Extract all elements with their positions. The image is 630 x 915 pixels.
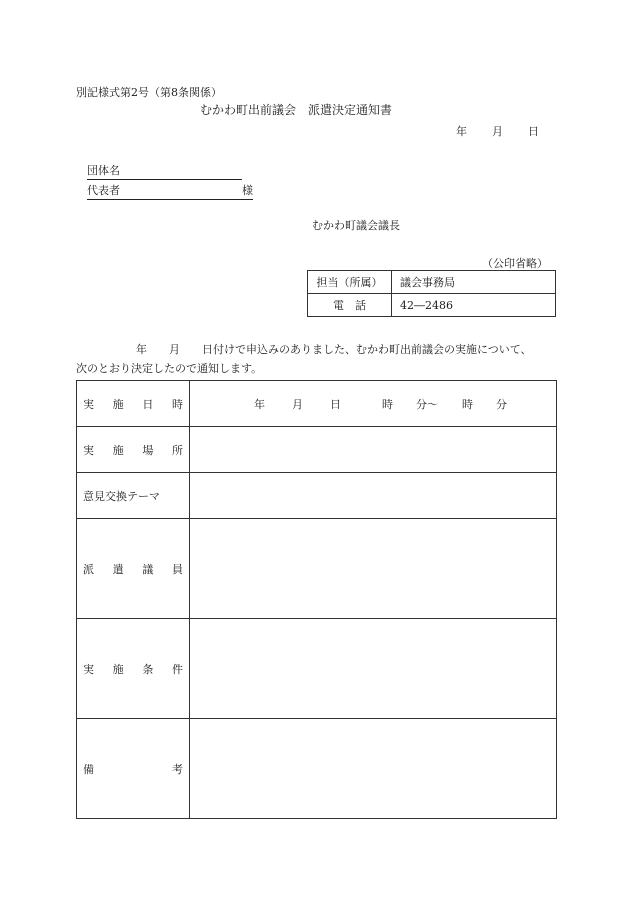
seal-omitted-note: （公印省略） <box>482 257 548 270</box>
sched-hour: 時 <box>382 397 393 411</box>
date-day: 日 <box>528 125 539 138</box>
contact-table <box>307 270 556 317</box>
label-char: 議 <box>142 562 154 576</box>
notice-line-2: 次のとおり決定したので通知します。 <box>76 362 263 375</box>
label-char: 施 <box>112 397 124 411</box>
sched-year: 年 <box>254 397 265 411</box>
row-remarks <box>77 719 557 819</box>
label-char: 時 <box>171 397 183 411</box>
issuer: むかわ町議会議長 <box>312 219 400 232</box>
label-char: 備 <box>83 762 94 776</box>
label-char: 考 <box>172 762 183 776</box>
label-conditions <box>77 619 190 719</box>
contact-value: 議会事務局 <box>392 271 556 294</box>
label-char: 所 <box>171 443 183 457</box>
organization-label: 団体名 <box>87 164 120 177</box>
venue-value <box>190 427 557 473</box>
label-char: 遣 <box>112 562 124 576</box>
date-month: 月 <box>492 125 503 138</box>
label-text: 意見交換テーマ <box>83 489 160 503</box>
form-reference: 別記様式第2号（第8条関係） <box>76 86 222 99</box>
conditions-value <box>190 619 557 719</box>
datetime-value <box>190 381 557 427</box>
label-char: 日 <box>142 397 154 411</box>
contact-label: 電 話 <box>308 294 392 317</box>
theme-value <box>190 473 557 519</box>
notice-body <box>76 340 532 378</box>
honorific: 様 <box>242 184 253 197</box>
label-char: 場 <box>142 443 154 457</box>
label-char: 施 <box>112 662 124 676</box>
row-venue <box>77 427 557 473</box>
label-char: 件 <box>171 662 183 676</box>
row-datetime <box>77 381 557 427</box>
sched-hour-to: 時 <box>462 397 473 411</box>
details-table <box>76 380 557 819</box>
label-char: 実 <box>83 662 94 676</box>
label-char: 条 <box>142 662 154 676</box>
label-remarks <box>77 719 190 819</box>
row-members <box>77 519 557 619</box>
label-char: 員 <box>171 562 183 576</box>
issue-date <box>456 123 539 139</box>
organization-name-field <box>87 162 242 180</box>
row-conditions <box>77 619 557 719</box>
sched-day: 日 <box>330 397 341 411</box>
date-year: 年 <box>456 125 467 138</box>
label-venue <box>77 427 190 473</box>
label-char: 実 <box>83 397 94 411</box>
contact-label: 担当（所属） <box>308 271 392 294</box>
label-char: 施 <box>112 443 124 457</box>
representative-field <box>87 182 253 200</box>
label-char: 派 <box>83 562 94 576</box>
contact-row <box>308 271 556 294</box>
contact-row <box>308 294 556 317</box>
sched-month: 月 <box>292 397 303 411</box>
label-members <box>77 519 190 619</box>
contact-value: 42―2486 <box>392 294 556 317</box>
document-title: むかわ町出前議会 派遣決定通知書 <box>200 103 393 117</box>
label-datetime <box>77 381 190 427</box>
representative-label: 代表者 <box>87 184 120 197</box>
sched-minute-to: 分 <box>496 397 507 411</box>
label-char: 実 <box>83 443 94 457</box>
notice-line-1: 年 月 日付けで申込みのありました、むかわ町出前議会の実施について、 <box>136 343 532 356</box>
members-value <box>190 519 557 619</box>
remarks-value <box>190 719 557 819</box>
sched-minute-from: 分〜 <box>416 397 438 411</box>
row-theme <box>77 473 557 519</box>
label-theme <box>77 473 190 519</box>
